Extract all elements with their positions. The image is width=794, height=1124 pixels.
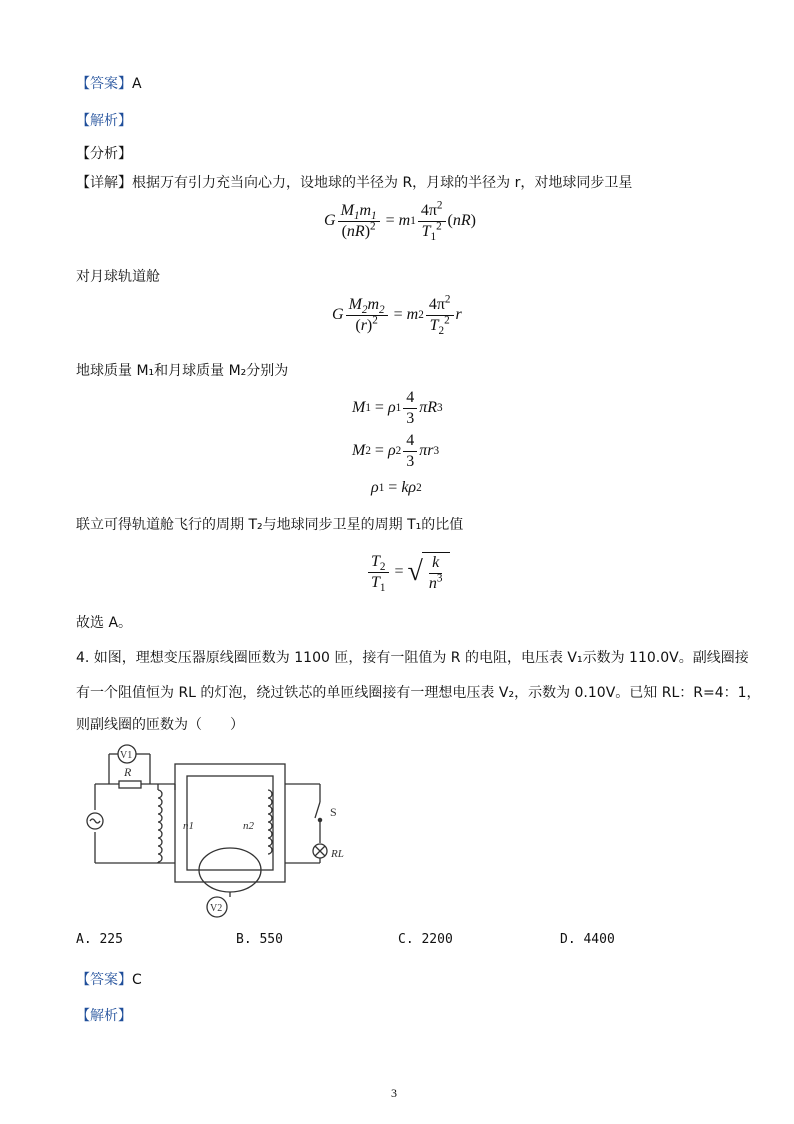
option-a-label: A. [76,932,92,947]
q3-answer-tag: 【答案】 [76,76,132,92]
option-d-value: 4400 [583,932,615,947]
option-b-label: B. [236,932,252,947]
equation-density: ρ 1 = kρ 2 [371,479,422,496]
equation-orbiter: G $\frac{M_2m_2}{(r)^2}$ = m 2 $\frac{4\pi^2}{T_2^2}$ r [332,293,462,337]
voltmeter-v1-label: V1 [120,750,133,761]
secondary-coil [268,790,272,854]
q4-answer-line [76,969,142,989]
primary-coil [158,784,175,863]
switch-contact [318,818,321,821]
equation-mass-earth: M 1 = ρ 1 $\frac{4}{3}$ πR 3 [352,389,443,427]
equation-mass-moon: M 2 = ρ 2 $\frac{4}{3}$ πr 3 [352,432,440,470]
option-c-label: C. [398,932,414,947]
q4-analysis-tag: 【解析】 [76,1008,132,1024]
equation-period-ratio: $\frac{T_2}{T_1}$ = √ $\frac{k}{n^3}$ [366,552,450,592]
q3-ratio-text: 联立可得轨道舱飞行的周期 T₂与地球同步卫星的周期 T₁的比值 [76,517,464,533]
q3-analysis-tag: 【解析】 [76,113,132,129]
q4-stem-line1: 4. 如图，理想变压器原线圈匝数为 1100 匝，接有一阻值为 R 的电阻，电压表 V₁示数为 110.0V。副线圈接 [76,650,749,666]
lamp-rl-label: RL [331,848,344,860]
secondary-turns-label: n2 [243,820,254,832]
page-number: 3 [391,1086,397,1100]
resistor-r [119,781,141,788]
q3-answer-line [76,73,142,93]
option-c-value: 2200 [421,932,453,947]
q3-masses-text: 地球质量 M₁和月球质量 M₂分别为 [76,363,289,379]
q4-answer-value: C [132,972,142,988]
resistor-r-label: R [124,765,132,779]
ac-wave-icon [90,819,100,823]
option-d-label: D. [560,932,576,947]
q3-conclusion: 故选 A。 [76,615,133,631]
primary-turns-label: n1 [183,820,194,832]
q4-stem-line2: 有一个阻值恒为 RL 的灯泡，绕过铁芯的单匝线圈接有一理想电压表 V₂，示数为 0.10V。已知 RL：R=4：1， [76,685,761,701]
option-b-value: 550 [259,932,283,947]
q4-stem-line3: 则副线圈的匝数为（ ） [76,717,244,733]
transformer-circuit-diagram [80,738,370,920]
voltmeter-v2-label: V2 [210,903,223,914]
q3-answer-value: A [132,76,142,92]
switch-s-label: S [330,805,337,819]
lamp-cross-icon [315,846,325,856]
q3-fenxi-tag: 【分析】 [76,146,132,162]
option-c[interactable] [398,932,453,947]
iron-core-inner [187,776,273,870]
equation-satellite: G $\frac{M_1m_1}{(nR)^2}$ = m 1 $\frac{4\pi^2}{T_1^2}$ ( nR ) [324,199,476,243]
q3-orbiter-text: 对月球轨道舱 [76,269,160,285]
q3-detail-line [76,172,632,192]
option-b[interactable] [236,932,283,947]
q3-detail-text: 根据万有引力充当向心力，设地球的半径为 R，月球的半径为 r，对地球同步卫星 [132,175,633,191]
q3-detail-tag: 【详解】 [76,175,132,191]
option-a-value: 225 [99,932,123,947]
option-d[interactable] [560,932,615,947]
switch-s [315,802,320,818]
option-a[interactable] [76,932,123,947]
q4-answer-tag: 【答案】 [76,972,132,988]
